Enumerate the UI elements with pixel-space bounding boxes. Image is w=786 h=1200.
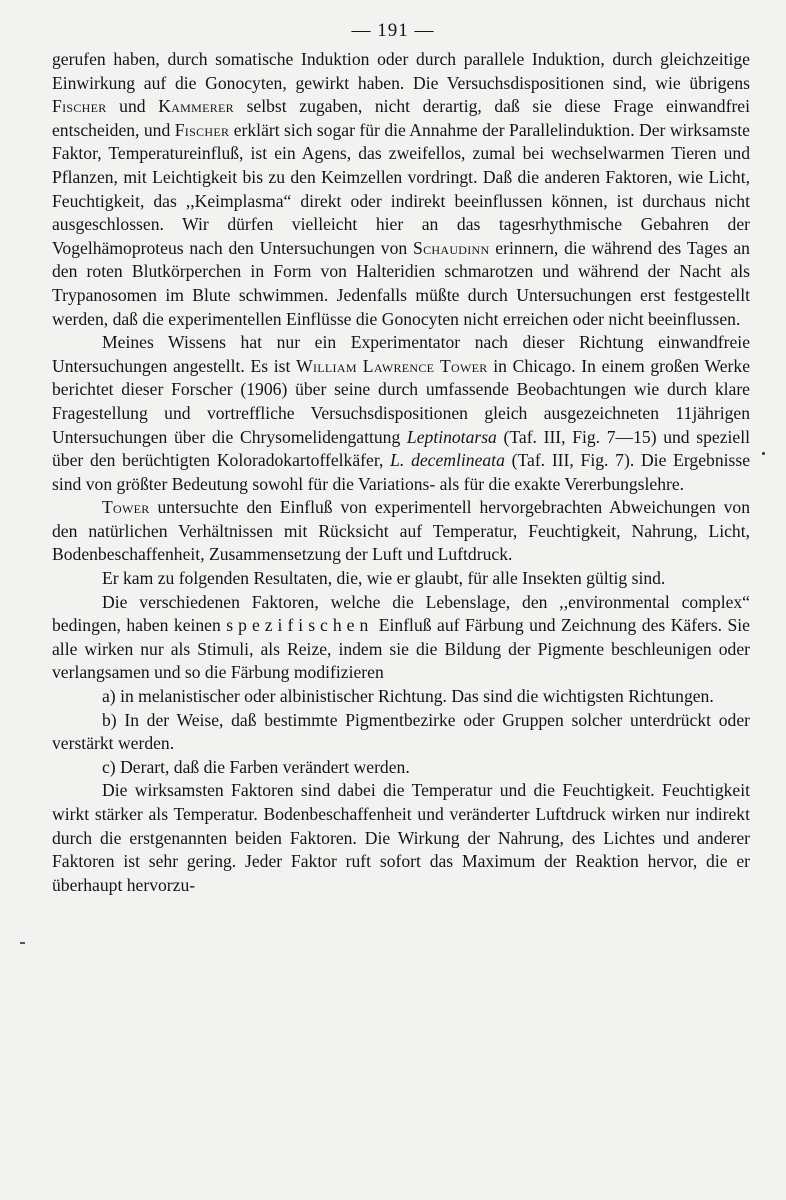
text-run: selbst zugaben, nicht derartig, daß sie diese Frage einwandfrei entscheiden, und [52,96,751,140]
text-run: (Taf. III, Fig. 7). Die Ergebnisse sind von größter Bedeutung sowohl für die Variations- als für die exakte Vererbungslehre. [52,450,751,494]
author-name: Tower [102,497,150,518]
author-name: Kammerer [158,96,234,117]
paragraph [52,756,750,780]
text-run: a) in melanistischer oder albinistischer Richtung. Das sind die wichtigsten Richtungen. [102,686,714,707]
paragraph [52,331,750,496]
emphasized-word: spezifischen [226,615,374,636]
paragraph [52,685,750,709]
text-run: Die wirksamsten Faktoren sind dabei die Temperatur und die Feuchtigkeit. Feuchtigkeit wirkt stärker als Temperatur. Bodenbeschaffenheit und veränderter Luftdruck wirken nur indirekt durch die erstgenannten beiden Faktoren. Die Wirkung der Nahrung, des Lichtes und anderer Faktoren ist sehr gering. Jeder Faktor ruft sofort das Maximum der Reaktion hervor, die er überhaupt hervorzu- [52,780,750,895]
text-run: Einfluß auf Färbung und Zeichnung des Käfers. Sie alle wirken nur als Stimuli, als Reize, indem sie die Bildung der Pigmente beschleunigen oder verlangsamen und so die Färbung modifizieren [52,615,750,683]
body-text [52,48,750,897]
margin-dot [762,452,765,455]
text-run: gerufen haben, durch somatische Induktion oder durch parallele Induktion, durch gleichzeitige Einwirkung auf die Gonocyten, gewirkt haben. Die Versuchsdispositionen sind, wie übrigens [52,49,750,93]
paragraph [52,48,750,331]
text-run: c) Derart, daß die Farben verändert werden. [102,756,410,777]
text-run: untersuchte den Einfluß von experimentell hervorgebrachten Abweichungen von den natürlichen Verhältnissen mit Rücksicht auf Temperatur, Feuchtigkeit, Nahrung, Licht, Bodenbeschaffenheit, Zusammensetzung der Luft und Luftdruck. [52,497,750,565]
margin-mark [20,942,25,944]
page-number: — 191 — [351,20,435,41]
paragraph [52,779,750,897]
text-run: und [106,96,159,117]
author-name: Schaudinn [413,237,490,258]
text-run: Meines Wissens hat nur ein Experimentator nach dieser Richtung einwandfreie Untersuchungen angestellt. Es ist [52,332,750,376]
author-name: Fischer [52,96,107,117]
text-run: in Chicago. In einem großen Werke berichtet dieser Forscher (1906) über seine durch umfassende Beobachtungen wie durch klare Fragestellung und vortreffliche Versuchsdispositionen gleich ausgezeichneten 11jährigen Untersuchungen über die Chrysomelidengattung [52,355,751,447]
paragraph [52,567,750,591]
text-run: Die verschiedenen Faktoren, welche die Lebenslage, den ,,environmental complex“ bedingen, haben keinen [52,591,750,636]
paragraph [52,496,750,567]
text-run: erinnern, die während des Tages an den roten Blutkörperchen in Form von Halteridien schmarotzen und während der Nacht als Trypanosomen im Blute schwimmen. Jedenfalls müßte durch Untersuchungen erst festgestellt werden, daß die experimentellen Einflüsse die Gonocyten nicht erreichen oder nicht beeinflussen. [52,237,750,329]
taxon-name: Leptinotarsa [406,426,497,447]
paragraph [52,709,750,756]
text-run: Er kam zu folgenden Resultaten, die, wie er glaubt, für alle Insekten gültig sind. [102,568,666,589]
taxon-name: L. decemlineata [390,450,505,471]
text-run: erklärt sich sogar für die Annahme der Parallelinduktion. Der wirksamste Faktor, Temperatureinfluß, ist ein Agens, das zweifellos, zumal bei wechselwarmen Tieren und Pflanzen, mit Leichtigkeit bis zu den Keimzellen vordringt. Daß die anderen Faktoren, wie Licht, Feuchtigkeit, das ,,Keimplasma“ direkt oder indirekt beeinflussen können, ist durchaus nicht ausgeschlossen. Wir dürfen vielleicht hier an das tagesrhythmische Gebahren der Vogelhämoproteus nach den Untersuchungen von [52,119,750,258]
author-name: William Lawrence Tower [296,355,488,376]
paragraph [52,591,750,685]
text-run: b) In der Weise, daß bestimmte Pigmentbezirke oder Gruppen solcher unterdrückt oder verstärkt werden. [52,709,750,754]
text-run: (Taf. III, Fig. 7—15) und speziell über den berüchtigten Koloradokartoffelkäfer, [52,426,750,471]
author-name: Fischer [174,119,230,140]
